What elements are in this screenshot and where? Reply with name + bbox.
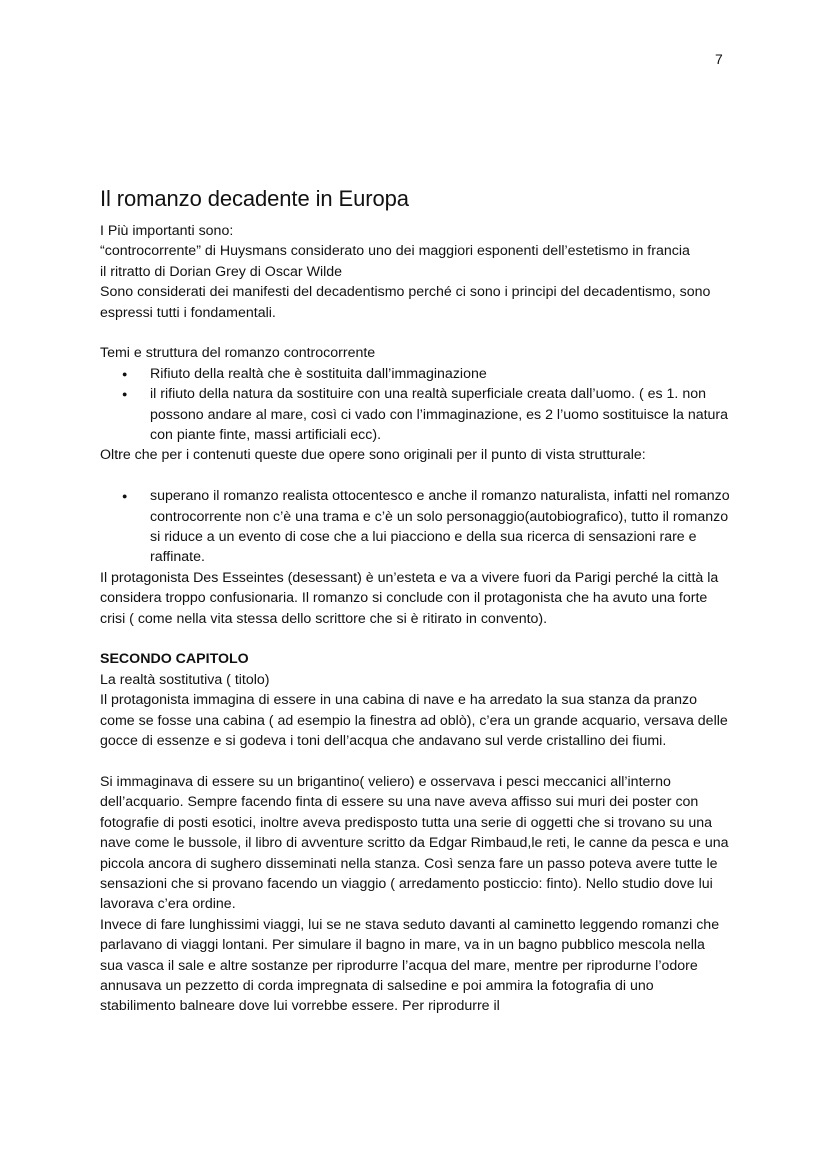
intro-line: I Più importanti sono: (100, 223, 234, 239)
intro-line: Sono considerati dei manifesti del decadentismo perché ci sono i principi del decadentismo, sono espressi tutti i fondamentali. (100, 284, 711, 321)
list-item: ● Rifiuto della realtà che è sostituita dall’immaginazione (100, 364, 730, 384)
chapter-heading: SECONDO CAPITOLO (100, 651, 249, 668)
structure-list (100, 486, 730, 568)
list-item: ● il rifiuto della natura da sostituire con una realtà superficiale creata dall’uomo. ( es 1. non possono andare al mare, così ci vado con l’immaginazione, es 2 l’uomo sostituisce la natura con piante finte, massi artificiali ecc). (100, 384, 730, 445)
page-number: 7 (715, 51, 723, 67)
intro-line: il ritratto di Dorian Grey di Oscar Wilde (100, 263, 343, 280)
themes-heading: Temi e struttura del romanzo controcorrente (100, 345, 376, 362)
document-body (100, 186, 730, 1017)
themes-list (100, 364, 730, 446)
originality-paragraph: Oltre che per i contenuti queste due opere sono originali per il punto di vista strutturale: (100, 447, 646, 464)
page-title: Il romanzo decadente in Europa (100, 186, 409, 211)
chapter-paragraph: Il protagonista immagina di essere in una cabina di nave e ha arredato la sua stanza da pranzo come se fosse una cabina ( ad esempio la finestra ad oblò), c’era un grande acquario, versava delle gocce di essenze e si godeva i toni dell’acqua che andavano sul verde cristallino dei fiumi. (100, 692, 728, 750)
list-item: ● superano il romanzo realista ottocentesco e anche il romanzo naturalista, infatti nel romanzo controcorrente non c’è una trama e c’è un solo personaggio(autobiografico), tutto il romanzo si riduce a un evento di cose che a lui piacciono e della sua ricerca di sensazioni rare e raffinate. (100, 486, 730, 568)
chapter-paragraph: Invece di fare lunghissimi viaggi, lui se ne stava seduto davanti al caminetto leggendo romanzi che parlavano di viaggi lontani. Per simulare il bagno in mare, va in un bagno pubblico mescola nella sua vasca il sale e altre sostanze per riprodurre l’acqua del mare, mentre per riprodurne l’odore annusava un pezzetto di corda impregnata di salsedine e poi ammira la fotografia di uno stabilimento balneare dove lui vorrebbe essere. Per riprodurre il (100, 916, 720, 1015)
protagonist-paragraph: Il protagonista Des Esseintes (desessant) è un’esteta e va a vivere fuori da Parigi perché la città la considera troppo confusionaria. Il romanzo si conclude con il protagonista che ha avuto una forte crisi ( come nella vita stessa dello scrittore che si è ritirato in convento). (100, 569, 719, 627)
chapter-subtitle: La realtà sostitutiva ( titolo) (100, 671, 270, 688)
chapter-paragraph: Si immaginava di essere su un brigantino( veliero) e osservava i pesci meccanici all’interno dell’acquario. Sempre facendo finta di essere su una nave aveva affisso sui muri dei poster con fotografie di posti esotici, inoltre aveva predisposto tutta una serie di oggetti che si trovano su una nave come le bussole, il libro di avventure scritto da Edgar Rimbaud,le reti, le canne da pesca e una piccola ancora di sughero disseminati nella stanza. Così senza fare un passo poteva avere tutte le sensazioni che si provano facendo un viaggio ( arredamento posticcio: finto). Nello studio dove lui lavorava c’era ordine. (100, 773, 729, 913)
intro-line: “controcorrente” di Huysmans considerato uno dei maggiori esponenti dell’estetismo in francia (100, 243, 690, 260)
